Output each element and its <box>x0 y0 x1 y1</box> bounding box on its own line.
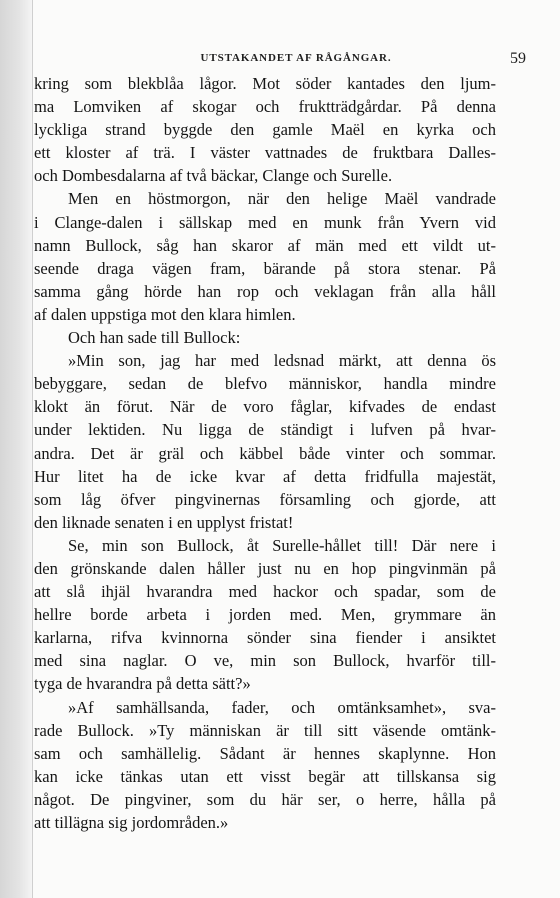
running-head: UTSTAKANDET AF RÅGÅNGAR. <box>200 52 392 64</box>
text-line: ma Lomviken af skogar och fruktträdgårdar. På denna <box>34 97 496 117</box>
text-line: Se, min son Bullock, åt Surelle-hållet till! Där nere i <box>68 535 496 555</box>
text-line: kan icke tänkas utan ett visst begär att tillskansa sig <box>34 766 496 786</box>
body-text <box>34 72 496 834</box>
text-line: något. De pingviner, som du här ser, o herre, hålla på <box>34 789 496 809</box>
text-line: samma gång hörde han rop och veklagan från alla håll <box>34 281 496 301</box>
text-line: att slå ihjäl hvarandra med hackor och spadar, som de <box>34 582 496 602</box>
text-line: kring som blekblåa lågor. Mot söder kantades den ljum- <box>34 74 496 93</box>
text-line: af dalen uppstiga mot den klara himlen. <box>34 304 296 324</box>
text-line: andra. Det är gräl och käbbel både vinter och sommar. <box>34 443 496 463</box>
text-line: ett kloster af trä. I väster vattnades de fruktbara Dalles- <box>34 143 496 163</box>
text-line: »Min son, jag har med ledsnad märkt, att denna ös <box>68 351 496 371</box>
text-line: Hur litet ha de icke kvar af detta fridfulla majestät, <box>34 466 496 486</box>
text-line: »Af samhällsanda, fader, och omtänksamhet», sva- <box>68 697 496 717</box>
text-line: bebyggare, sedan de blefvo människor, handla mindre <box>34 374 496 394</box>
text-line: tyga de hvarandra på detta sätt?» <box>34 674 251 694</box>
text-line: som låg öfver pingvinernas församling och gjorde, att <box>34 489 496 509</box>
scan-margin <box>0 0 32 898</box>
text-line: Och han sade till Bullock: <box>68 328 241 348</box>
text-line: karlarna, rifva kvinnorna sönder sina fiender i ansiktet <box>34 628 496 648</box>
text-line: namn Bullock, såg han skaror af män med ett vildt ut- <box>34 235 496 255</box>
text-line: att tillägna sig jordområden.» <box>34 813 229 832</box>
text-line: i Clange-dalen i sällskap med en munk från Yvern vid <box>34 212 496 232</box>
text-line: den grönskande dalen håller just nu en hop pingvinmän på <box>34 558 496 578</box>
text-line: med sina naglar. O ve, min son Bullock, hvarför till- <box>34 651 496 671</box>
text-line: sam och samhällelig. Sådant är hennes skaplynne. Hon <box>34 743 496 763</box>
page-number: 59 <box>510 50 526 67</box>
text-line: lyckliga strand byggde den gamle Maël en kyrka och <box>34 120 496 140</box>
text-line: och Dombesdalarna af två bäckar, Clange och Surelle. <box>34 166 393 186</box>
text-line: den liknade senaten i en upplyst fristat! <box>34 512 294 532</box>
text-line: rade Bullock. »Ty människan är till sitt väsende omtänk- <box>34 720 496 740</box>
text-line: seende draga vägen fram, bärande på stora stenar. På <box>34 258 496 278</box>
text-line: hellre borde arbeta i jorden med. Men, grymmare än <box>34 605 496 625</box>
text-line: under lektiden. Nu ligga de ständigt i lufven på hvar- <box>34 420 496 440</box>
page-header <box>32 50 560 70</box>
text-line: Men en höstmorgon, när den helige Maël vandrade <box>68 189 496 209</box>
text-line: klokt än förut. När de voro fåglar, kifvades de endast <box>34 397 496 417</box>
book-page <box>32 0 560 898</box>
